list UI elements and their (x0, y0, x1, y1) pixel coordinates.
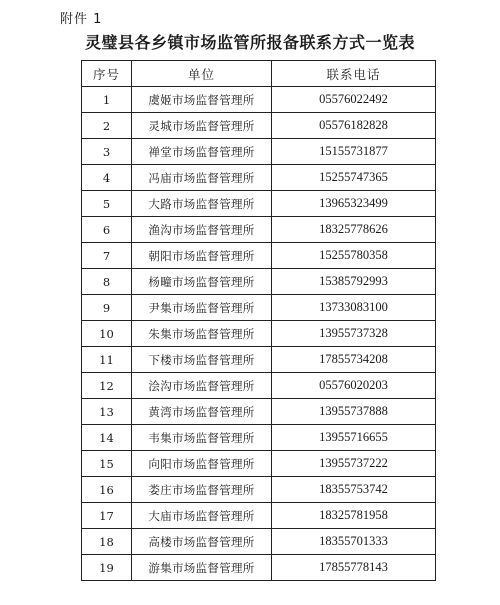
table-row (82, 321, 436, 347)
unit-name: 浍沟市场监督管理所 (132, 373, 272, 399)
table-row (82, 425, 436, 451)
table-row (82, 295, 436, 321)
row-number: 10 (82, 321, 132, 347)
unit-name: 杨疃市场监督管理所 (132, 269, 272, 295)
row-number: 9 (82, 295, 132, 321)
row-number: 6 (82, 217, 132, 243)
row-number: 3 (82, 139, 132, 165)
table-row (82, 451, 436, 477)
phone-number: 15155731877 (272, 139, 436, 165)
row-number: 1 (82, 87, 132, 113)
phone-number: 18355753742 (272, 477, 436, 503)
phone-number: 18325778626 (272, 217, 436, 243)
phone-number: 18325781958 (272, 503, 436, 529)
row-number: 19 (82, 555, 132, 581)
unit-name: 朱集市场监督管理所 (132, 321, 272, 347)
table-row (82, 399, 436, 425)
unit-name: 向阳市场监督管理所 (132, 451, 272, 477)
unit-name: 渔沟市场监督管理所 (132, 217, 272, 243)
document-title: 灵璧县各乡镇市场监管所报备联系方式一览表 (84, 33, 415, 52)
header-no: 序号 (82, 61, 132, 87)
table-row (82, 503, 436, 529)
unit-name: 韦集市场监督管理所 (132, 425, 272, 451)
phone-number: 13955737328 (272, 321, 436, 347)
unit-name: 朝阳市场监督管理所 (132, 243, 272, 269)
table-header-row (82, 61, 436, 87)
table-row (82, 217, 436, 243)
contacts-table (81, 60, 436, 581)
table-row (82, 347, 436, 373)
table-row (82, 269, 436, 295)
unit-name: 黄湾市场监督管理所 (132, 399, 272, 425)
row-number: 13 (82, 399, 132, 425)
row-number: 11 (82, 347, 132, 373)
header-phone: 联系电话 (272, 61, 436, 87)
phone-number: 05576022492 (272, 87, 436, 113)
table-row (82, 113, 436, 139)
unit-name: 娄庄市场监督管理所 (132, 477, 272, 503)
table-row (82, 165, 436, 191)
unit-name: 尹集市场监督管理所 (132, 295, 272, 321)
phone-number: 17855734208 (272, 347, 436, 373)
unit-name: 高楼市场监督管理所 (132, 529, 272, 555)
unit-name: 灵城市场监督管理所 (132, 113, 272, 139)
phone-number: 13955737888 (272, 399, 436, 425)
unit-name: 虞姬市场监督管理所 (132, 87, 272, 113)
unit-name: 游集市场监督管理所 (132, 555, 272, 581)
row-number: 17 (82, 503, 132, 529)
table-body (82, 87, 436, 581)
row-number: 8 (82, 269, 132, 295)
table-row (82, 191, 436, 217)
attachment-label: 附件 1 (60, 12, 103, 27)
phone-number: 18355701333 (272, 529, 436, 555)
row-number: 15 (82, 451, 132, 477)
row-number: 14 (82, 425, 132, 451)
table-row (82, 87, 436, 113)
unit-name: 冯庙市场监督管理所 (132, 165, 272, 191)
table-row (82, 243, 436, 269)
phone-number: 13955716655 (272, 425, 436, 451)
phone-number: 13965323499 (272, 191, 436, 217)
phone-number: 15385792993 (272, 269, 436, 295)
phone-number: 15255747365 (272, 165, 436, 191)
row-number: 16 (82, 477, 132, 503)
header-unit: 单位 (132, 61, 272, 87)
phone-number: 05576182828 (272, 113, 436, 139)
unit-name: 大路市场监督管理所 (132, 191, 272, 217)
phone-number: 17855778143 (272, 555, 436, 581)
row-number: 2 (82, 113, 132, 139)
row-number: 12 (82, 373, 132, 399)
unit-name: 大庙市场监督管理所 (132, 503, 272, 529)
row-number: 18 (82, 529, 132, 555)
table-row (82, 529, 436, 555)
phone-number: 13955737222 (272, 451, 436, 477)
table-row (82, 373, 436, 399)
row-number: 4 (82, 165, 132, 191)
table-row (82, 555, 436, 581)
phone-number: 05576020203 (272, 373, 436, 399)
phone-number: 13733083100 (272, 295, 436, 321)
unit-name: 禅堂市场监督管理所 (132, 139, 272, 165)
table-row (82, 139, 436, 165)
table-row (82, 477, 436, 503)
phone-number: 15255780358 (272, 243, 436, 269)
row-number: 5 (82, 191, 132, 217)
unit-name: 下楼市场监督管理所 (132, 347, 272, 373)
row-number: 7 (82, 243, 132, 269)
